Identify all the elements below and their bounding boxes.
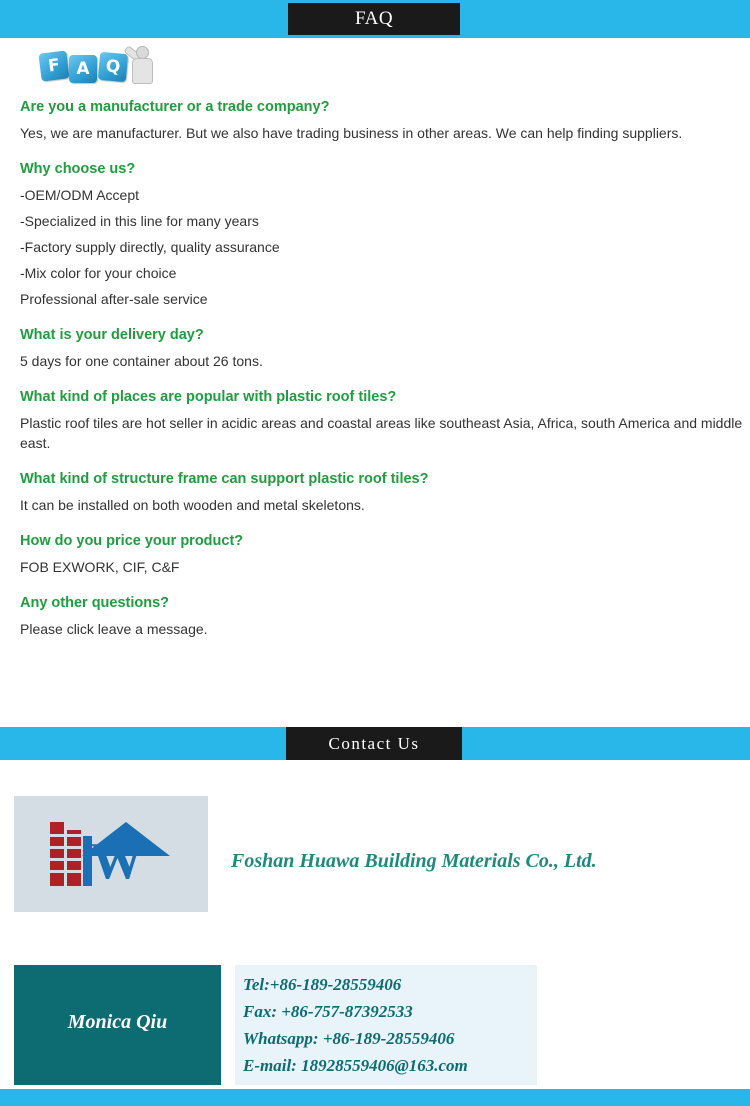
faq-answer: 5 days for one container about 26 tons. — [20, 353, 263, 369]
contact-whatsapp: Whatsapp: +86-189-28559406 — [243, 1029, 455, 1048]
logo-column-left-icon — [50, 822, 64, 886]
faq-question: Why choose us? — [20, 161, 136, 177]
contact-fax: Fax: +86-757-87392533 — [243, 1002, 413, 1021]
contact-tel: Tel:+86-189-28559406 — [243, 975, 402, 994]
logo-letter-w: W — [91, 833, 143, 890]
faq-question: How do you price your product? — [20, 533, 244, 549]
faq-answer: -OEM/ODM Accept — [20, 187, 140, 203]
logo-brick-line-icon — [50, 858, 81, 861]
faq-mascot-body-icon — [132, 58, 153, 84]
faq-answer: Plastic roof tiles are hot seller in acidic areas and coastal areas like southeast Asia, Africa, south America and middle east. — [20, 415, 743, 451]
faq-cube-q: Q — [98, 52, 128, 82]
faq-logo-icon — [38, 44, 156, 88]
faq-cube-f: F — [38, 50, 69, 81]
contact-email: E-mail: 18928559406@163.com — [243, 1056, 468, 1075]
faq-question: Are you a manufacturer or a trade company? — [20, 99, 330, 115]
faq-answer: FOB EXWORK, CIF, C&F — [20, 559, 180, 575]
contact-card-left-panel — [14, 965, 221, 1085]
contact-banner-title: Contact Us — [328, 734, 420, 753]
contact-person-name: Monica Qiu — [67, 1011, 168, 1033]
faq-item — [20, 160, 744, 309]
faq-item — [20, 470, 744, 515]
bottom-strip — [0, 1089, 750, 1106]
faq-question: What kind of structure frame can support plastic roof tiles? — [20, 471, 429, 487]
faq-list — [20, 98, 744, 656]
faq-answer: Please click leave a message. — [20, 621, 208, 637]
contact-card-right-panel — [235, 965, 537, 1085]
faq-answer: -Specialized in this line for many years — [20, 213, 259, 229]
logo-brick-line-icon — [50, 846, 81, 849]
faq-answer: -Mix color for your choice — [20, 265, 177, 281]
faq-item — [20, 594, 744, 639]
company-name: Foshan Huawa Building Materials Co., Ltd. — [231, 850, 597, 872]
faq-answer: Professional after-sale service — [20, 291, 208, 307]
faq-answer: -Factory supply directly, quality assurance — [20, 239, 280, 255]
faq-question: What kind of places are popular with plastic roof tiles? — [20, 389, 397, 405]
logo-brick-line-icon — [50, 870, 81, 873]
logo-brick-line-icon — [50, 834, 81, 837]
faq-banner-title: FAQ — [354, 8, 394, 29]
faq-item — [20, 532, 744, 577]
faq-banner — [0, 0, 750, 38]
company-row — [0, 796, 750, 914]
faq-question: Any other questions? — [20, 595, 170, 611]
faq-item — [20, 326, 744, 371]
faq-answer: It can be installed on both wooden and metal skeletons. — [20, 497, 365, 513]
faq-cube-a: A — [69, 55, 97, 83]
company-logo-icon — [14, 796, 208, 912]
faq-question: What is your delivery day? — [20, 327, 204, 343]
faq-item — [20, 388, 744, 453]
faq-item — [20, 98, 744, 143]
contact-banner — [0, 727, 750, 760]
contact-card — [14, 965, 524, 1085]
faq-answer: Yes, we are manufacturer. But we also have trading business in other areas. We can help finding suppliers. — [20, 125, 683, 141]
